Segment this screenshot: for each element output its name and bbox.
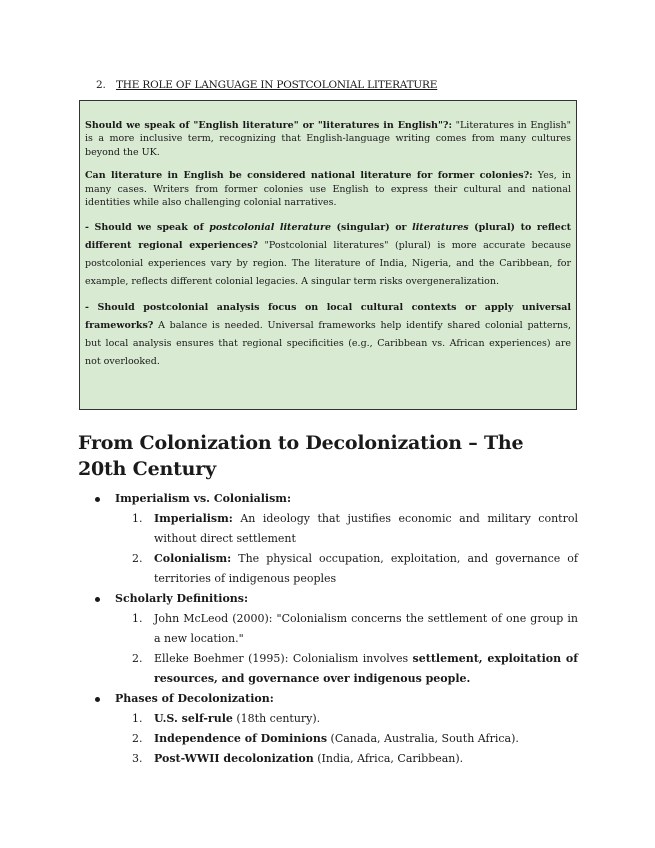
section-title: THE ROLE OF LANGUAGE IN POSTCOLONIAL LITERATURE bbox=[116, 79, 438, 91]
qa-item bbox=[85, 299, 571, 371]
qa-question: Should we speak of "English literature" or "literatures in English"?: bbox=[85, 120, 452, 131]
qa-item bbox=[85, 119, 571, 159]
list-item: 1. Imperialism: An ideology that justifies economic and military control without direct settlement bbox=[132, 512, 578, 545]
list-item: Scholarly Definitions: bbox=[78, 589, 578, 609]
qa-question: - Should postcolonial analysis focus on local cultural contexts or apply universal frameworks? bbox=[85, 302, 571, 332]
bullet-icon bbox=[95, 697, 100, 702]
list-item: 3. Post-WWII decolonization (India, Africa, Caribbean). bbox=[132, 752, 464, 765]
qa-question: - Should we speak of postcolonial literature (singular) or literatures (plural) to reflect different regional experiences? bbox=[85, 222, 571, 252]
list-item: Imperialism vs. Colonialism: bbox=[78, 489, 578, 509]
list-item: 2. Independence of Dominions (Canada, Australia, South Africa). bbox=[132, 732, 519, 745]
qa-answer: "Postcolonial literatures" (plural) is more accurate because postcolonial experiences vary by region. The literature of India, Nigeria, and the Caribbean, for example, reflects different colonial legacies. A singular term risks overgeneralization. bbox=[85, 240, 571, 288]
qa-box bbox=[79, 100, 577, 410]
qa-answer: "Literatures in English" is a more inclusive term, recognizing that English-language writing comes from many cultures beyond the UK. bbox=[85, 120, 571, 158]
qa-question: Can literature in English be considered national literature for former colonies?: bbox=[85, 170, 533, 182]
qa-item bbox=[85, 169, 571, 209]
list-item: 2. Colonialism: The physical occupation, exploitation, and governance of territories of indigenous peoples bbox=[132, 552, 578, 585]
list-item: Phases of Decolonization: bbox=[78, 689, 578, 709]
qa-answer: A balance is needed. Universal frameworks help identify shared colonial patterns, but local analysis ensures that regional specificities (e.g., Caribbean vs. African experiences) are not overlooked. bbox=[85, 320, 571, 368]
qa-item bbox=[85, 219, 571, 291]
bullet-icon bbox=[95, 597, 100, 602]
list-item: 1. U.S. self-rule (18th century). bbox=[132, 712, 321, 725]
list-item: 2. Elleke Boehmer (1995): Colonialism involves settlement, exploitation of resources, and governance over indigenous people. bbox=[132, 652, 578, 685]
list-item: 1. John McLeod (2000): "Colonialism concerns the settlement of one group in a new location." bbox=[132, 612, 578, 645]
outline-list bbox=[78, 489, 578, 769]
term-singular: postcolonial literature bbox=[209, 222, 331, 234]
section-heading bbox=[96, 79, 437, 91]
term-plural: literatures bbox=[412, 222, 469, 234]
bullet-icon bbox=[95, 497, 100, 502]
section-number: 2. bbox=[96, 79, 106, 91]
page-title: From Colonization to Decolonization – The 20th Century bbox=[78, 432, 524, 480]
qa-answer: Yes, in many cases. Writers from former colonies use English to express their cultural and national identities while also challenging colonial narratives. bbox=[85, 170, 571, 209]
